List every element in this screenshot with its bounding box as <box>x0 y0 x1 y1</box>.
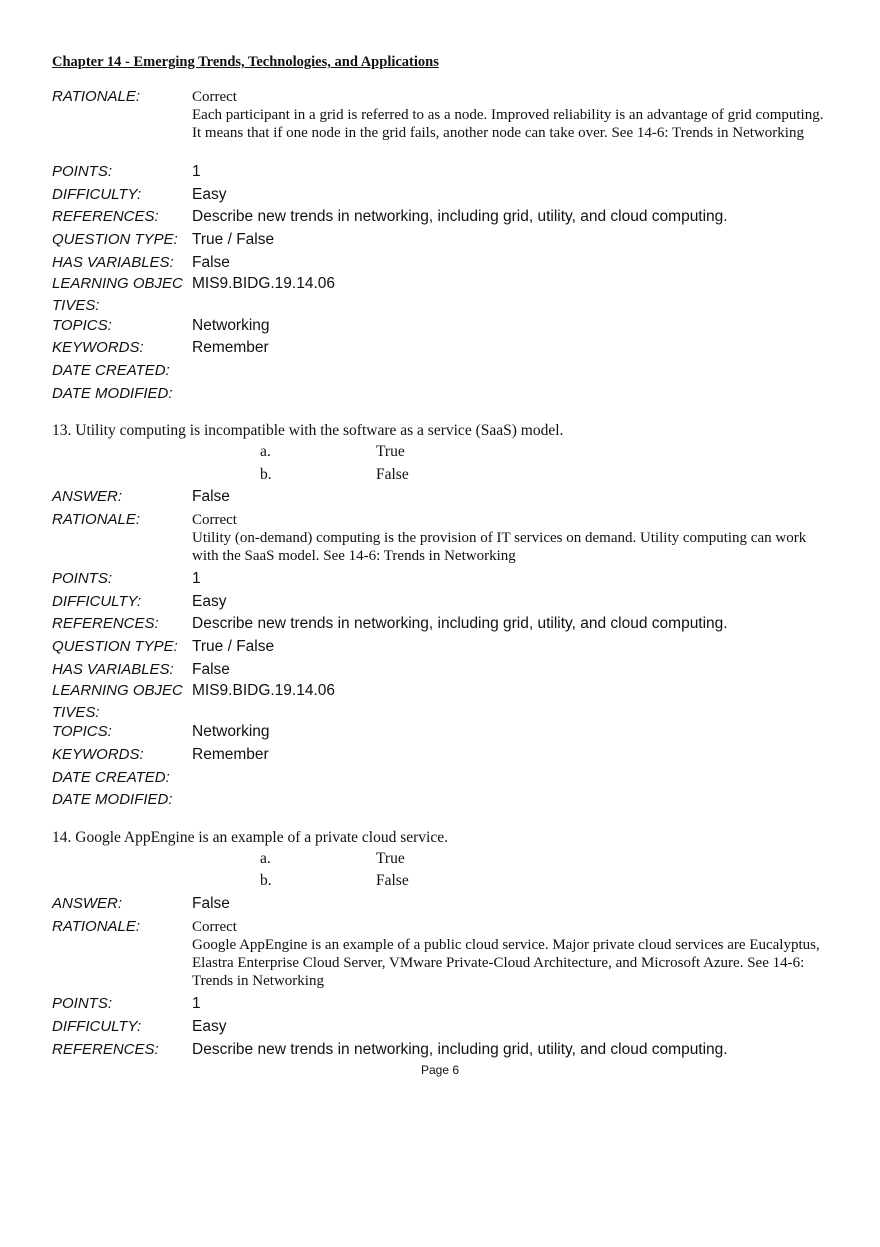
question-13-text: 13. Utility computing is incompatible with the software as a service (SaaS) model. <box>52 422 564 439</box>
date-created-label: DATE CREATED: <box>52 362 170 379</box>
rationale-text: Each participant in a grid is referred to as a node. Improved reliability is an advantage of grid computing. It means that if one node in the grid fails, another node can take over. See 14-6: Trends in Networking <box>192 107 824 141</box>
topics-value: Networking <box>192 317 270 334</box>
question-type-value: True / False <box>192 638 275 655</box>
q13-option-b-text: False <box>376 466 409 483</box>
rationale-text: Google AppEngine is an example of a public cloud service. Major private cloud services are Eucalyptus, Elastra Enterprise Cloud Server, VMware Private-Cloud Architecture, and Microsoft Azure. See 14-6: Trends in Networking <box>192 937 820 989</box>
has-variables-label: HAS VARIABLES: <box>52 661 174 678</box>
rationale-value <box>192 86 832 142</box>
answer-value: False <box>192 488 230 505</box>
date-created-label: DATE CREATED: <box>52 769 170 786</box>
learning-objectives-value: MIS9.BIDG.19.14.06 <box>192 682 336 699</box>
topics-label: TOPICS: <box>52 317 112 334</box>
rationale-label: RATIONALE: <box>52 511 141 528</box>
learning-objectives-label: LEARNING OBJECTIVES: <box>52 682 183 721</box>
has-variables-value: False <box>192 254 230 271</box>
has-variables-label: HAS VARIABLES: <box>52 254 174 271</box>
keywords-label: KEYWORDS: <box>52 339 144 356</box>
references-value: Describe new trends in networking, including grid, utility, and cloud computing. <box>192 208 728 225</box>
references-label: REFERENCES: <box>52 1041 159 1058</box>
references-label: REFERENCES: <box>52 615 159 632</box>
question-type-label: QUESTION TYPE: <box>52 231 178 248</box>
q14-option-a-letter: a. <box>260 850 271 867</box>
q13-option-a-letter: a. <box>260 443 271 460</box>
points-label: POINTS: <box>52 163 113 180</box>
rationale-label: RATIONALE: <box>52 918 141 935</box>
difficulty-label: DIFFICULTY: <box>52 593 142 610</box>
topics-value: Networking <box>192 723 270 740</box>
keywords-label: KEYWORDS: <box>52 746 144 763</box>
topics-label: TOPICS: <box>52 723 112 740</box>
difficulty-label: DIFFICULTY: <box>52 186 142 203</box>
points-value: 1 <box>192 163 201 180</box>
question-type-value: True / False <box>192 231 275 248</box>
date-modified-label: DATE MODIFIED: <box>52 791 173 808</box>
answer-value: False <box>192 895 230 912</box>
answer-label: ANSWER: <box>52 488 123 505</box>
rationale-status: Correct <box>192 512 237 528</box>
points-label: POINTS: <box>52 995 113 1012</box>
rationale-label: RATIONALE: <box>52 88 141 105</box>
difficulty-value: Easy <box>192 186 227 203</box>
rationale-status: Correct <box>192 89 237 105</box>
page-number: Page 6 <box>420 1063 460 1077</box>
q14-option-b-letter: b. <box>260 872 272 889</box>
references-value: Describe new trends in networking, including grid, utility, and cloud computing. <box>192 1041 728 1058</box>
rationale-text: Utility (on-demand) computing is the provision of IT services on demand. Utility computing can work with the SaaS model. See 14-6: Trends in Networking <box>192 530 807 564</box>
rationale-row <box>52 916 832 992</box>
answer-label: ANSWER: <box>52 895 123 912</box>
keywords-value: Remember <box>192 746 269 763</box>
difficulty-value: Easy <box>192 1018 227 1035</box>
rationale-value <box>192 916 832 990</box>
points-value: 1 <box>192 995 201 1012</box>
references-label: REFERENCES: <box>52 208 159 225</box>
rationale-value <box>192 509 832 565</box>
difficulty-value: Easy <box>192 593 227 610</box>
rationale-row <box>52 86 832 158</box>
chapter-title: Chapter 14 - Emerging Trends, Technologies, and Applications <box>52 54 439 70</box>
difficulty-label: DIFFICULTY: <box>52 1018 142 1035</box>
learning-objectives-label: LEARNING OBJECTIVES: <box>52 275 183 314</box>
rationale-status: Correct <box>192 919 237 935</box>
q14-option-a-text: True <box>376 850 405 867</box>
q13-option-b-letter: b. <box>260 466 272 483</box>
references-value: Describe new trends in networking, including grid, utility, and cloud computing. <box>192 615 728 632</box>
learning-objectives-value: MIS9.BIDG.19.14.06 <box>192 275 336 292</box>
question-14-text: 14. Google AppEngine is an example of a private cloud service. <box>52 829 448 846</box>
keywords-value: Remember <box>192 339 269 356</box>
points-label: POINTS: <box>52 570 113 587</box>
rationale-row <box>52 509 832 567</box>
question-type-label: QUESTION TYPE: <box>52 638 178 655</box>
has-variables-value: False <box>192 661 230 678</box>
q13-option-a-text: True <box>376 443 405 460</box>
date-modified-label: DATE MODIFIED: <box>52 385 173 402</box>
points-value: 1 <box>192 570 201 587</box>
q14-option-b-text: False <box>376 872 409 889</box>
